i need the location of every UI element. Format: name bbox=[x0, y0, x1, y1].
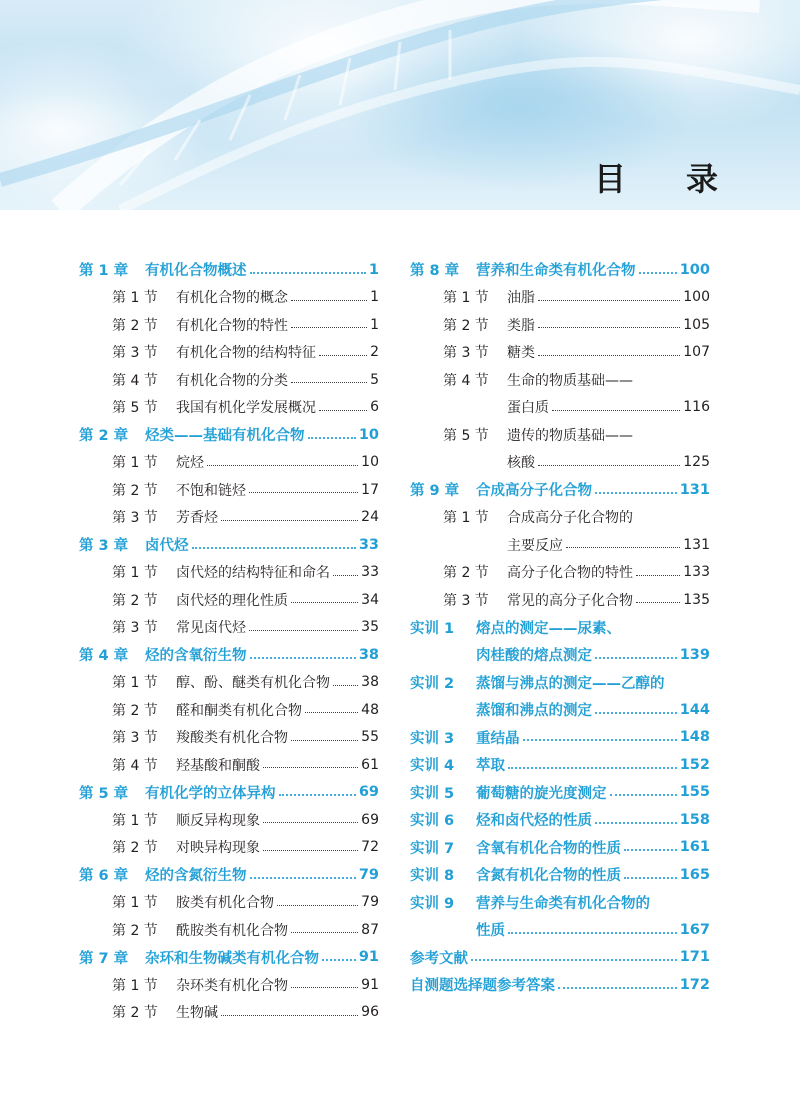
toc-entry-title: 醛和酮类有机化合物 bbox=[176, 702, 302, 719]
toc-entry-title: 蛋白质 bbox=[507, 400, 549, 417]
toc-entry-title: 营养与生命类有机化合物的 bbox=[476, 895, 650, 912]
toc-entry-title: 芳香烃 bbox=[176, 510, 218, 527]
toc-entry-page-number: 167 bbox=[679, 921, 710, 938]
toc-chapter-entry[interactable] bbox=[79, 641, 379, 669]
toc-entry-label: 实训 9 bbox=[410, 895, 455, 912]
dot-leader bbox=[624, 849, 677, 851]
dot-leader bbox=[538, 465, 680, 466]
dna-background-graphic bbox=[0, 0, 800, 210]
dot-leader bbox=[221, 520, 358, 521]
toc-chapter-entry[interactable] bbox=[79, 531, 379, 559]
dot-leader bbox=[595, 492, 677, 494]
toc-entry-label: 实训 2 bbox=[410, 675, 455, 692]
toc-entry-label: 第 2 章 bbox=[79, 428, 129, 445]
dot-leader bbox=[322, 959, 356, 961]
toc-entry-title: 蒸馏和沸点的测定 bbox=[476, 703, 592, 720]
toc-section-entry[interactable] bbox=[410, 311, 710, 339]
toc-entry-page-number: 61 bbox=[361, 756, 379, 773]
toc-entry-title: 肉桂酸的熔点测定 bbox=[476, 648, 592, 665]
toc-entry-title: 高分子化合物的特性 bbox=[507, 565, 633, 582]
toc-chapter-entry[interactable] bbox=[410, 669, 710, 697]
dot-leader bbox=[552, 410, 680, 411]
toc-entry-title: 烃和卤代烃的性质 bbox=[476, 813, 592, 830]
toc-section-entry[interactable] bbox=[79, 559, 379, 587]
toc-entry-title: 酰胺类有机化合物 bbox=[176, 922, 288, 939]
toc-entry-page-number: 38 bbox=[358, 646, 379, 663]
toc-entry-title: 核酸 bbox=[507, 455, 535, 472]
toc-chapter-entry[interactable] bbox=[79, 861, 379, 889]
toc-entry-page-number: 152 bbox=[679, 756, 710, 773]
toc-chapter-entry[interactable] bbox=[410, 861, 710, 889]
toc-entry-title: 生命的物质基础—— bbox=[507, 372, 633, 389]
toc-entry-page-number: 105 bbox=[683, 316, 710, 333]
toc-entry-label: 实训 1 bbox=[410, 620, 455, 637]
dot-leader bbox=[263, 822, 358, 823]
toc-entry-title: 自测题选择题参考答案 bbox=[410, 978, 555, 995]
toc-entry-label: 第 2 节 bbox=[112, 592, 158, 609]
toc-entry-title: 卤代烃的结构特征和命名 bbox=[176, 565, 330, 582]
toc-entry-title: 含氮有机化合物的性质 bbox=[476, 868, 621, 885]
toc-entry-page-number: 79 bbox=[358, 866, 379, 883]
dot-leader bbox=[308, 437, 356, 439]
dot-leader bbox=[319, 355, 367, 356]
toc-entry-page-number: 1 bbox=[370, 289, 379, 306]
dot-leader bbox=[250, 657, 356, 659]
toc-entry-page-number: 1 bbox=[370, 316, 379, 333]
toc-entry-title: 类脂 bbox=[507, 317, 535, 334]
toc-entry-page-number: 6 bbox=[370, 399, 379, 416]
dot-leader bbox=[610, 794, 677, 796]
toc-entry-label: 第 1 节 bbox=[112, 565, 158, 582]
toc-entry-title: 蒸馏与沸点的测定——乙醇的 bbox=[476, 675, 665, 692]
toc-entry-title: 醇、酚、醚类有机化合物 bbox=[176, 675, 330, 692]
dot-leader bbox=[291, 932, 358, 933]
toc-entry-page-number: 116 bbox=[683, 399, 710, 416]
toc-chapter-entry[interactable] bbox=[410, 724, 710, 752]
toc-entry-page-number: 17 bbox=[361, 481, 379, 498]
toc-entry-title: 葡萄糖的旋光度测定 bbox=[476, 785, 607, 802]
toc-section-entry[interactable] bbox=[79, 366, 379, 394]
toc-entry-page-number: 158 bbox=[679, 811, 710, 828]
dot-leader bbox=[508, 932, 677, 934]
toc-section-entry[interactable] bbox=[410, 449, 710, 477]
toc-entry-page-number: 33 bbox=[361, 564, 379, 581]
toc-entry-title: 羧酸类有机化合物 bbox=[176, 730, 288, 747]
dot-leader bbox=[279, 794, 356, 796]
toc-entry-title: 有机化合物概述 bbox=[145, 263, 247, 280]
toc-entry-label: 第 5 章 bbox=[79, 785, 129, 802]
toc-entry-page-number: 139 bbox=[679, 646, 710, 663]
toc-section-entry[interactable] bbox=[79, 586, 379, 614]
dot-leader bbox=[250, 877, 356, 879]
toc-entry-title: 有机化合物的分类 bbox=[176, 372, 288, 389]
toc-entry-label: 第 3 节 bbox=[443, 345, 489, 362]
toc-entry-label: 第 8 章 bbox=[410, 263, 460, 280]
toc-right-column bbox=[410, 256, 710, 999]
toc-entry-page-number: 33 bbox=[358, 536, 379, 553]
toc-section-entry[interactable] bbox=[79, 339, 379, 367]
dot-leader bbox=[277, 905, 358, 906]
toc-entry-page-number: 100 bbox=[683, 289, 710, 306]
toc-entry-page-number: 79 bbox=[361, 894, 379, 911]
toc-entry-page-number: 35 bbox=[361, 619, 379, 636]
toc-entry-page-number: 10 bbox=[358, 426, 379, 443]
toc-section-entry[interactable] bbox=[410, 339, 710, 367]
toc-entry-title: 卤代烃 bbox=[145, 538, 189, 555]
toc-entry-title: 常见卤代烃 bbox=[176, 620, 246, 637]
toc-chapter-entry[interactable] bbox=[410, 476, 710, 504]
toc-section-entry[interactable] bbox=[79, 971, 379, 999]
dot-leader bbox=[636, 575, 680, 576]
toc-entry-title: 卤代烃的理化性质 bbox=[176, 592, 288, 609]
dot-leader bbox=[471, 959, 677, 961]
toc-section-entry[interactable] bbox=[79, 696, 379, 724]
toc-entry-page-number: 72 bbox=[361, 839, 379, 856]
toc-entry-title: 合成高分子化合物的 bbox=[507, 510, 633, 527]
dot-leader bbox=[333, 575, 358, 576]
toc-entry-page-number: 38 bbox=[361, 674, 379, 691]
toc-section-entry[interactable] bbox=[79, 284, 379, 312]
toc-entry-page-number: 131 bbox=[679, 481, 710, 498]
dot-leader bbox=[558, 987, 677, 989]
toc-entry-title: 油脂 bbox=[507, 290, 535, 307]
toc-entry-label: 第 2 节 bbox=[112, 922, 158, 939]
toc-chapter-entry[interactable] bbox=[410, 641, 710, 669]
toc-section-entry[interactable] bbox=[79, 806, 379, 834]
toc-chapter-entry[interactable] bbox=[79, 421, 379, 449]
toc-entry-title: 生物碱 bbox=[176, 1005, 218, 1022]
toc-section-entry[interactable] bbox=[79, 751, 379, 779]
toc-chapter-entry[interactable] bbox=[410, 889, 710, 917]
toc-entry-title: 合成高分子化合物 bbox=[476, 483, 592, 500]
toc-entry-page-number: 10 bbox=[361, 454, 379, 471]
toc-entry-page-number: 24 bbox=[361, 509, 379, 526]
toc-section-entry[interactable] bbox=[79, 999, 379, 1027]
toc-left-column bbox=[79, 256, 379, 1026]
dot-leader bbox=[263, 767, 358, 768]
toc-entry-label: 第 1 节 bbox=[112, 675, 158, 692]
toc-entry-page-number: 135 bbox=[683, 591, 710, 608]
toc-entry-title: 性质 bbox=[476, 923, 505, 940]
toc-entry-page-number: 133 bbox=[683, 564, 710, 581]
toc-section-entry[interactable] bbox=[410, 394, 710, 422]
toc-entry-label: 第 5 节 bbox=[112, 400, 158, 417]
toc-entry-label: 实训 8 bbox=[410, 868, 455, 885]
toc-entry-label: 第 9 章 bbox=[410, 483, 460, 500]
dot-leader bbox=[249, 630, 358, 631]
toc-chapter-entry[interactable] bbox=[410, 614, 710, 642]
toc-entry-label: 第 2 节 bbox=[443, 565, 489, 582]
title-char-2: 录 bbox=[686, 160, 719, 198]
toc-entry-title: 有机化学的立体异构 bbox=[145, 785, 276, 802]
toc-entry-title: 胺类有机化合物 bbox=[176, 895, 274, 912]
toc-chapter-entry[interactable] bbox=[79, 256, 379, 284]
toc-entry-page-number: 69 bbox=[361, 811, 379, 828]
toc-entry-label: 实训 3 bbox=[410, 730, 455, 747]
toc-entry-label: 第 4 节 bbox=[443, 372, 489, 389]
toc-entry-label: 第 3 节 bbox=[112, 510, 158, 527]
toc-section-entry[interactable] bbox=[79, 476, 379, 504]
toc-entry-page-number: 1 bbox=[368, 261, 379, 278]
toc-entry-page-number: 96 bbox=[361, 1004, 379, 1021]
toc-entry-page-number: 161 bbox=[679, 839, 710, 856]
toc-entry-page-number: 171 bbox=[679, 949, 710, 966]
toc-entry-label: 第 4 节 bbox=[112, 757, 158, 774]
toc-entry-label: 第 2 节 bbox=[112, 840, 158, 857]
toc-section-entry[interactable] bbox=[79, 614, 379, 642]
toc-entry-title: 主要反应 bbox=[507, 537, 563, 554]
toc-entry-page-number: 48 bbox=[361, 701, 379, 718]
toc-entry-title: 杂环和生物碱类有机化合物 bbox=[145, 950, 319, 967]
dot-leader bbox=[624, 877, 677, 879]
toc-entry-title: 常见的高分子化合物 bbox=[507, 592, 633, 609]
toc-entry-label: 第 7 章 bbox=[79, 950, 129, 967]
dot-leader bbox=[291, 602, 358, 603]
toc-entry-title: 萃取 bbox=[476, 758, 505, 775]
toc-entry-page-number: 2 bbox=[370, 344, 379, 361]
toc-entry-page-number: 125 bbox=[683, 454, 710, 471]
toc-entry-title: 营养和生命类有机化合物 bbox=[476, 263, 636, 280]
toc-entry-title: 顺反异构现象 bbox=[176, 812, 260, 829]
dot-leader bbox=[207, 465, 358, 466]
toc-section-entry[interactable] bbox=[79, 916, 379, 944]
dot-leader bbox=[508, 767, 677, 769]
toc-entry-label: 实训 6 bbox=[410, 813, 455, 830]
dot-leader bbox=[291, 382, 367, 383]
toc-entry-label: 第 1 节 bbox=[112, 895, 158, 912]
toc-section-entry[interactable] bbox=[410, 504, 710, 532]
dot-leader bbox=[538, 300, 680, 301]
toc-entry-title: 烷烃 bbox=[176, 455, 204, 472]
toc-entry-title: 重结晶 bbox=[476, 730, 520, 747]
toc-entry-label: 第 1 节 bbox=[112, 977, 158, 994]
toc-entry-page-number: 5 bbox=[370, 371, 379, 388]
toc-section-entry[interactable] bbox=[410, 586, 710, 614]
dot-leader bbox=[538, 355, 680, 356]
toc-entry-page-number: 172 bbox=[679, 976, 710, 993]
toc-entry-label: 第 1 节 bbox=[112, 812, 158, 829]
dot-leader bbox=[192, 547, 356, 549]
dot-leader bbox=[566, 547, 680, 548]
toc-entry-label: 第 3 章 bbox=[79, 538, 129, 555]
toc-chapter-entry[interactable] bbox=[410, 256, 710, 284]
toc-section-entry[interactable] bbox=[79, 834, 379, 862]
toc-entry-page-number: 155 bbox=[679, 784, 710, 801]
toc-chapter-entry[interactable] bbox=[410, 916, 710, 944]
toc-entry-label: 第 5 节 bbox=[443, 427, 489, 444]
toc-entry-page-number: 55 bbox=[361, 729, 379, 746]
toc-entry-page-number: 144 bbox=[679, 701, 710, 718]
toc-entry-title: 熔点的测定——尿素、 bbox=[476, 620, 621, 637]
toc-entry-title: 有机化合物的特性 bbox=[176, 317, 288, 334]
toc-section-entry[interactable] bbox=[79, 724, 379, 752]
toc-entry-page-number: 34 bbox=[361, 591, 379, 608]
toc-entry-title: 烃类——基础有机化合物 bbox=[145, 428, 305, 445]
header-banner bbox=[0, 0, 800, 210]
toc-entry-label: 实训 5 bbox=[410, 785, 455, 802]
toc-entry-title: 参考文献 bbox=[410, 950, 468, 967]
toc-entry-page-number: 87 bbox=[361, 921, 379, 938]
toc-chapter-entry[interactable] bbox=[410, 806, 710, 834]
toc-section-entry[interactable] bbox=[410, 559, 710, 587]
dot-leader bbox=[636, 602, 680, 603]
toc-entry-label: 实训 4 bbox=[410, 758, 455, 775]
toc-section-entry[interactable] bbox=[410, 421, 710, 449]
toc-section-entry[interactable] bbox=[79, 889, 379, 917]
toc-entry-label: 第 1 节 bbox=[443, 290, 489, 307]
dot-leader bbox=[305, 712, 358, 713]
toc-entry-page-number: 91 bbox=[361, 976, 379, 993]
toc-entry-label: 第 3 节 bbox=[112, 730, 158, 747]
toc-entry-label: 第 3 节 bbox=[443, 592, 489, 609]
toc-chapter-entry[interactable] bbox=[410, 834, 710, 862]
toc-chapter-entry[interactable] bbox=[410, 944, 710, 972]
dot-leader bbox=[291, 300, 367, 301]
dot-leader bbox=[538, 327, 680, 328]
dot-leader bbox=[249, 492, 358, 493]
dot-leader bbox=[291, 987, 358, 988]
toc-entry-page-number: 165 bbox=[679, 866, 710, 883]
toc-entry-title: 烃的含氧衍生物 bbox=[145, 648, 247, 665]
toc-entry-label: 第 3 节 bbox=[112, 345, 158, 362]
toc-entry-title: 不饱和链烃 bbox=[176, 482, 246, 499]
toc-section-entry[interactable] bbox=[79, 449, 379, 477]
dot-leader bbox=[595, 657, 677, 659]
dot-leader bbox=[291, 740, 358, 741]
toc-entry-label: 第 2 节 bbox=[112, 1005, 158, 1022]
toc-entry-page-number: 107 bbox=[683, 344, 710, 361]
toc-entry-title: 烃的含氮衍生物 bbox=[145, 868, 247, 885]
toc-entry-title: 有机化合物的概念 bbox=[176, 290, 288, 307]
toc-chapter-entry[interactable] bbox=[410, 971, 710, 999]
toc-entry-label: 第 2 节 bbox=[112, 482, 158, 499]
toc-chapter-entry[interactable] bbox=[79, 944, 379, 972]
toc-entry-label: 第 3 节 bbox=[112, 620, 158, 637]
toc-entry-page-number: 69 bbox=[358, 784, 379, 801]
toc-entry-title: 羟基酸和酮酸 bbox=[176, 757, 260, 774]
toc-entry-label: 第 4 章 bbox=[79, 648, 129, 665]
toc-section-entry[interactable] bbox=[410, 366, 710, 394]
toc-entry-page-number: 91 bbox=[358, 949, 379, 966]
dot-leader bbox=[221, 1015, 358, 1016]
dot-leader bbox=[523, 739, 677, 741]
dot-leader bbox=[639, 272, 677, 274]
toc-entry-page-number: 148 bbox=[679, 729, 710, 746]
toc-entry-page-number: 100 bbox=[679, 261, 710, 278]
toc-entry-title: 杂环类有机化合物 bbox=[176, 977, 288, 994]
dot-leader bbox=[291, 327, 367, 328]
toc-section-entry[interactable] bbox=[79, 311, 379, 339]
dot-leader bbox=[250, 272, 366, 274]
dot-leader bbox=[319, 410, 367, 411]
toc-entry-title: 对映异构现象 bbox=[176, 840, 260, 857]
toc-entry-title: 含氧有机化合物的性质 bbox=[476, 840, 621, 857]
toc-chapter-entry[interactable] bbox=[410, 779, 710, 807]
toc-entry-page-number: 131 bbox=[683, 536, 710, 553]
toc-entry-label: 实训 7 bbox=[410, 840, 455, 857]
toc-entry-title: 我国有机化学发展概况 bbox=[176, 400, 316, 417]
toc-entry-title: 遗传的物质基础—— bbox=[507, 427, 633, 444]
toc-entry-title: 糖类 bbox=[507, 345, 535, 362]
dot-leader bbox=[333, 685, 358, 686]
toc-entry-title: 有机化合物的结构特征 bbox=[176, 345, 316, 362]
toc-section-entry[interactable] bbox=[79, 669, 379, 697]
toc-entry-label: 第 4 节 bbox=[112, 372, 158, 389]
toc-section-entry[interactable] bbox=[79, 394, 379, 422]
dot-leader bbox=[263, 850, 358, 851]
toc-entry-label: 第 1 节 bbox=[443, 510, 489, 527]
toc-section-entry[interactable] bbox=[79, 504, 379, 532]
toc-entry-label: 第 1 节 bbox=[112, 455, 158, 472]
toc-entry-label: 第 6 章 bbox=[79, 868, 129, 885]
toc-entry-label: 第 1 节 bbox=[112, 290, 158, 307]
toc-entry-label: 第 2 节 bbox=[112, 702, 158, 719]
dot-leader bbox=[595, 822, 677, 824]
toc-section-entry[interactable] bbox=[410, 531, 710, 559]
dot-leader bbox=[595, 712, 677, 714]
toc-chapter-entry[interactable] bbox=[410, 696, 710, 724]
toc-chapter-entry[interactable] bbox=[79, 779, 379, 807]
title-char-1: 目 bbox=[594, 160, 627, 198]
toc-section-entry[interactable] bbox=[410, 284, 710, 312]
toc-entry-label: 第 2 节 bbox=[443, 317, 489, 334]
toc-chapter-entry[interactable] bbox=[410, 751, 710, 779]
toc-entry-label: 第 1 章 bbox=[79, 263, 129, 280]
toc-entry-label: 第 2 节 bbox=[112, 317, 158, 334]
